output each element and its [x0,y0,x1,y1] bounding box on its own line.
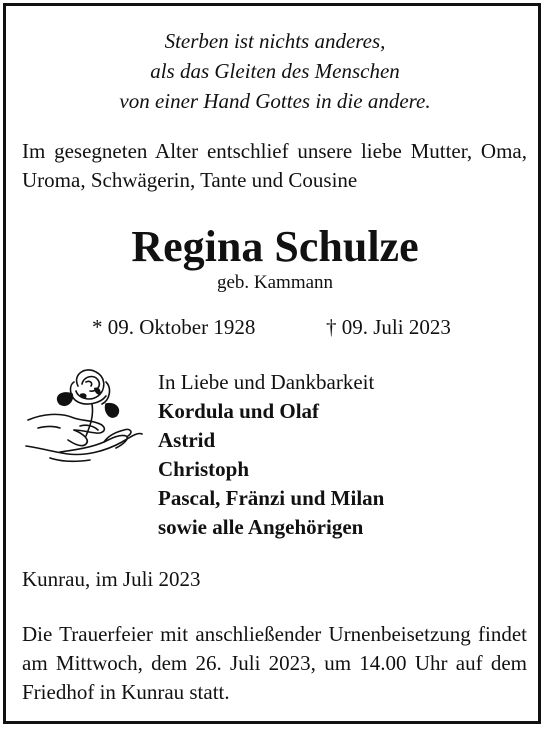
intro-text: Im gesegneten Alter entschlief unsere liebe Mutter, Oma, Uroma, Schwägerin, Tante und Cousine [22,139,527,192]
poem [0,26,550,116]
mourner-name: Christoph [158,457,250,481]
ceremony-text: Die Trauerfeier mit anschließender Urnenbeisetzung findet am Mittwoch, dem 26. Juli 2023, um 14.00 Uhr auf dem Friedhof in Kunrau statt. [22,622,527,704]
poem-line: als das Gleiten des Menschen [150,59,400,83]
poem-line: Sterben ist nichts anderes, [164,29,386,53]
mourners-block [158,368,384,542]
death-date: † 09. Juli 2023 [326,315,451,339]
mourner-name: sowie alle Angehörigen [158,515,364,539]
rose-in-hands-icon [20,364,146,468]
mourner-name: Kordula und Olaf [158,399,320,423]
place-and-date: Kunrau, im Juli 2023 [22,567,201,591]
mourner-name: Pascal, Fränzi und Milan [158,486,385,510]
mourner-name: Astrid [158,428,216,452]
birth-date: * 09. Oktober 1928 [92,315,256,339]
poem-line: von einer Hand Gottes in die andere. [119,89,431,113]
mourners-intro: In Liebe und Dankbarkeit [158,370,375,394]
maiden-name: geb. Kammann [216,272,334,293]
deceased-name: Regina Schulze [131,222,419,271]
